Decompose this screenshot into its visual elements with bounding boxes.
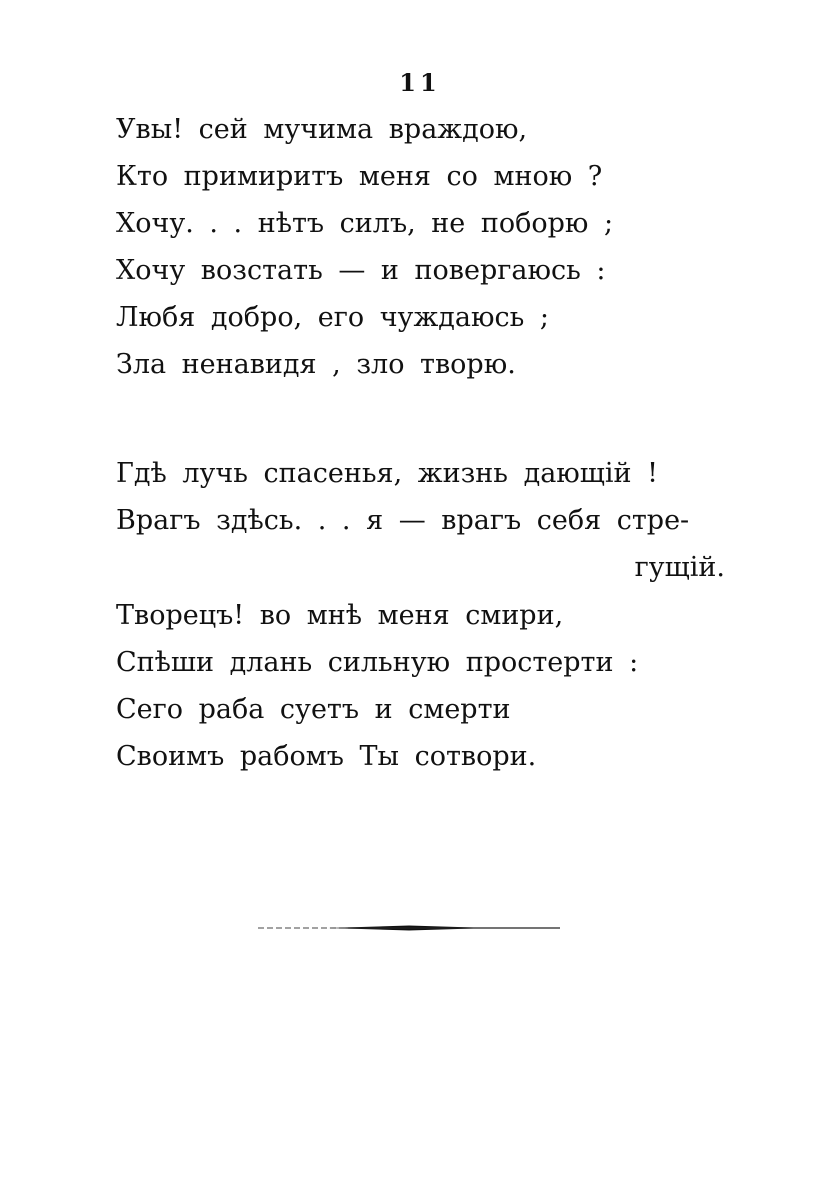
stanza-3 [116,592,638,780]
verse-line: Хочу. . . нѣтъ силъ, не поборю ; [116,208,614,239]
stanza-1 [116,106,613,388]
verse-line: Творецъ! во мнѣ меня смири, [116,600,564,631]
stanza-2 [116,450,725,591]
verse-line: Зла ненавидя , зло творю. [116,349,516,380]
verse-line: Кто примиритъ меня со мною ? [116,161,603,192]
verse-line-continuation: гущій. [634,552,725,583]
page-number: 11 [399,68,441,97]
verse-line: Любя добро, его чуждаюсь ; [116,302,550,333]
verse-line: Своимъ рабомъ Ты сотвори. [116,741,537,772]
verse-line: Сего раба суетъ и смерти [116,694,511,725]
verse-line: Хочу возстать — и повергаюсь : [116,255,606,286]
verse-line: Гдѣ лучь спасенья, жизнь дающій ! [116,458,658,489]
end-ornament-rule [258,922,560,932]
verse-line: Спѣши длань сильную простерти : [116,647,639,678]
verse-line: Увы! сей мучима враждою, [116,114,528,145]
verse-line: Врагъ здѣсь. . . я — врагъ себя стре- [116,505,690,536]
